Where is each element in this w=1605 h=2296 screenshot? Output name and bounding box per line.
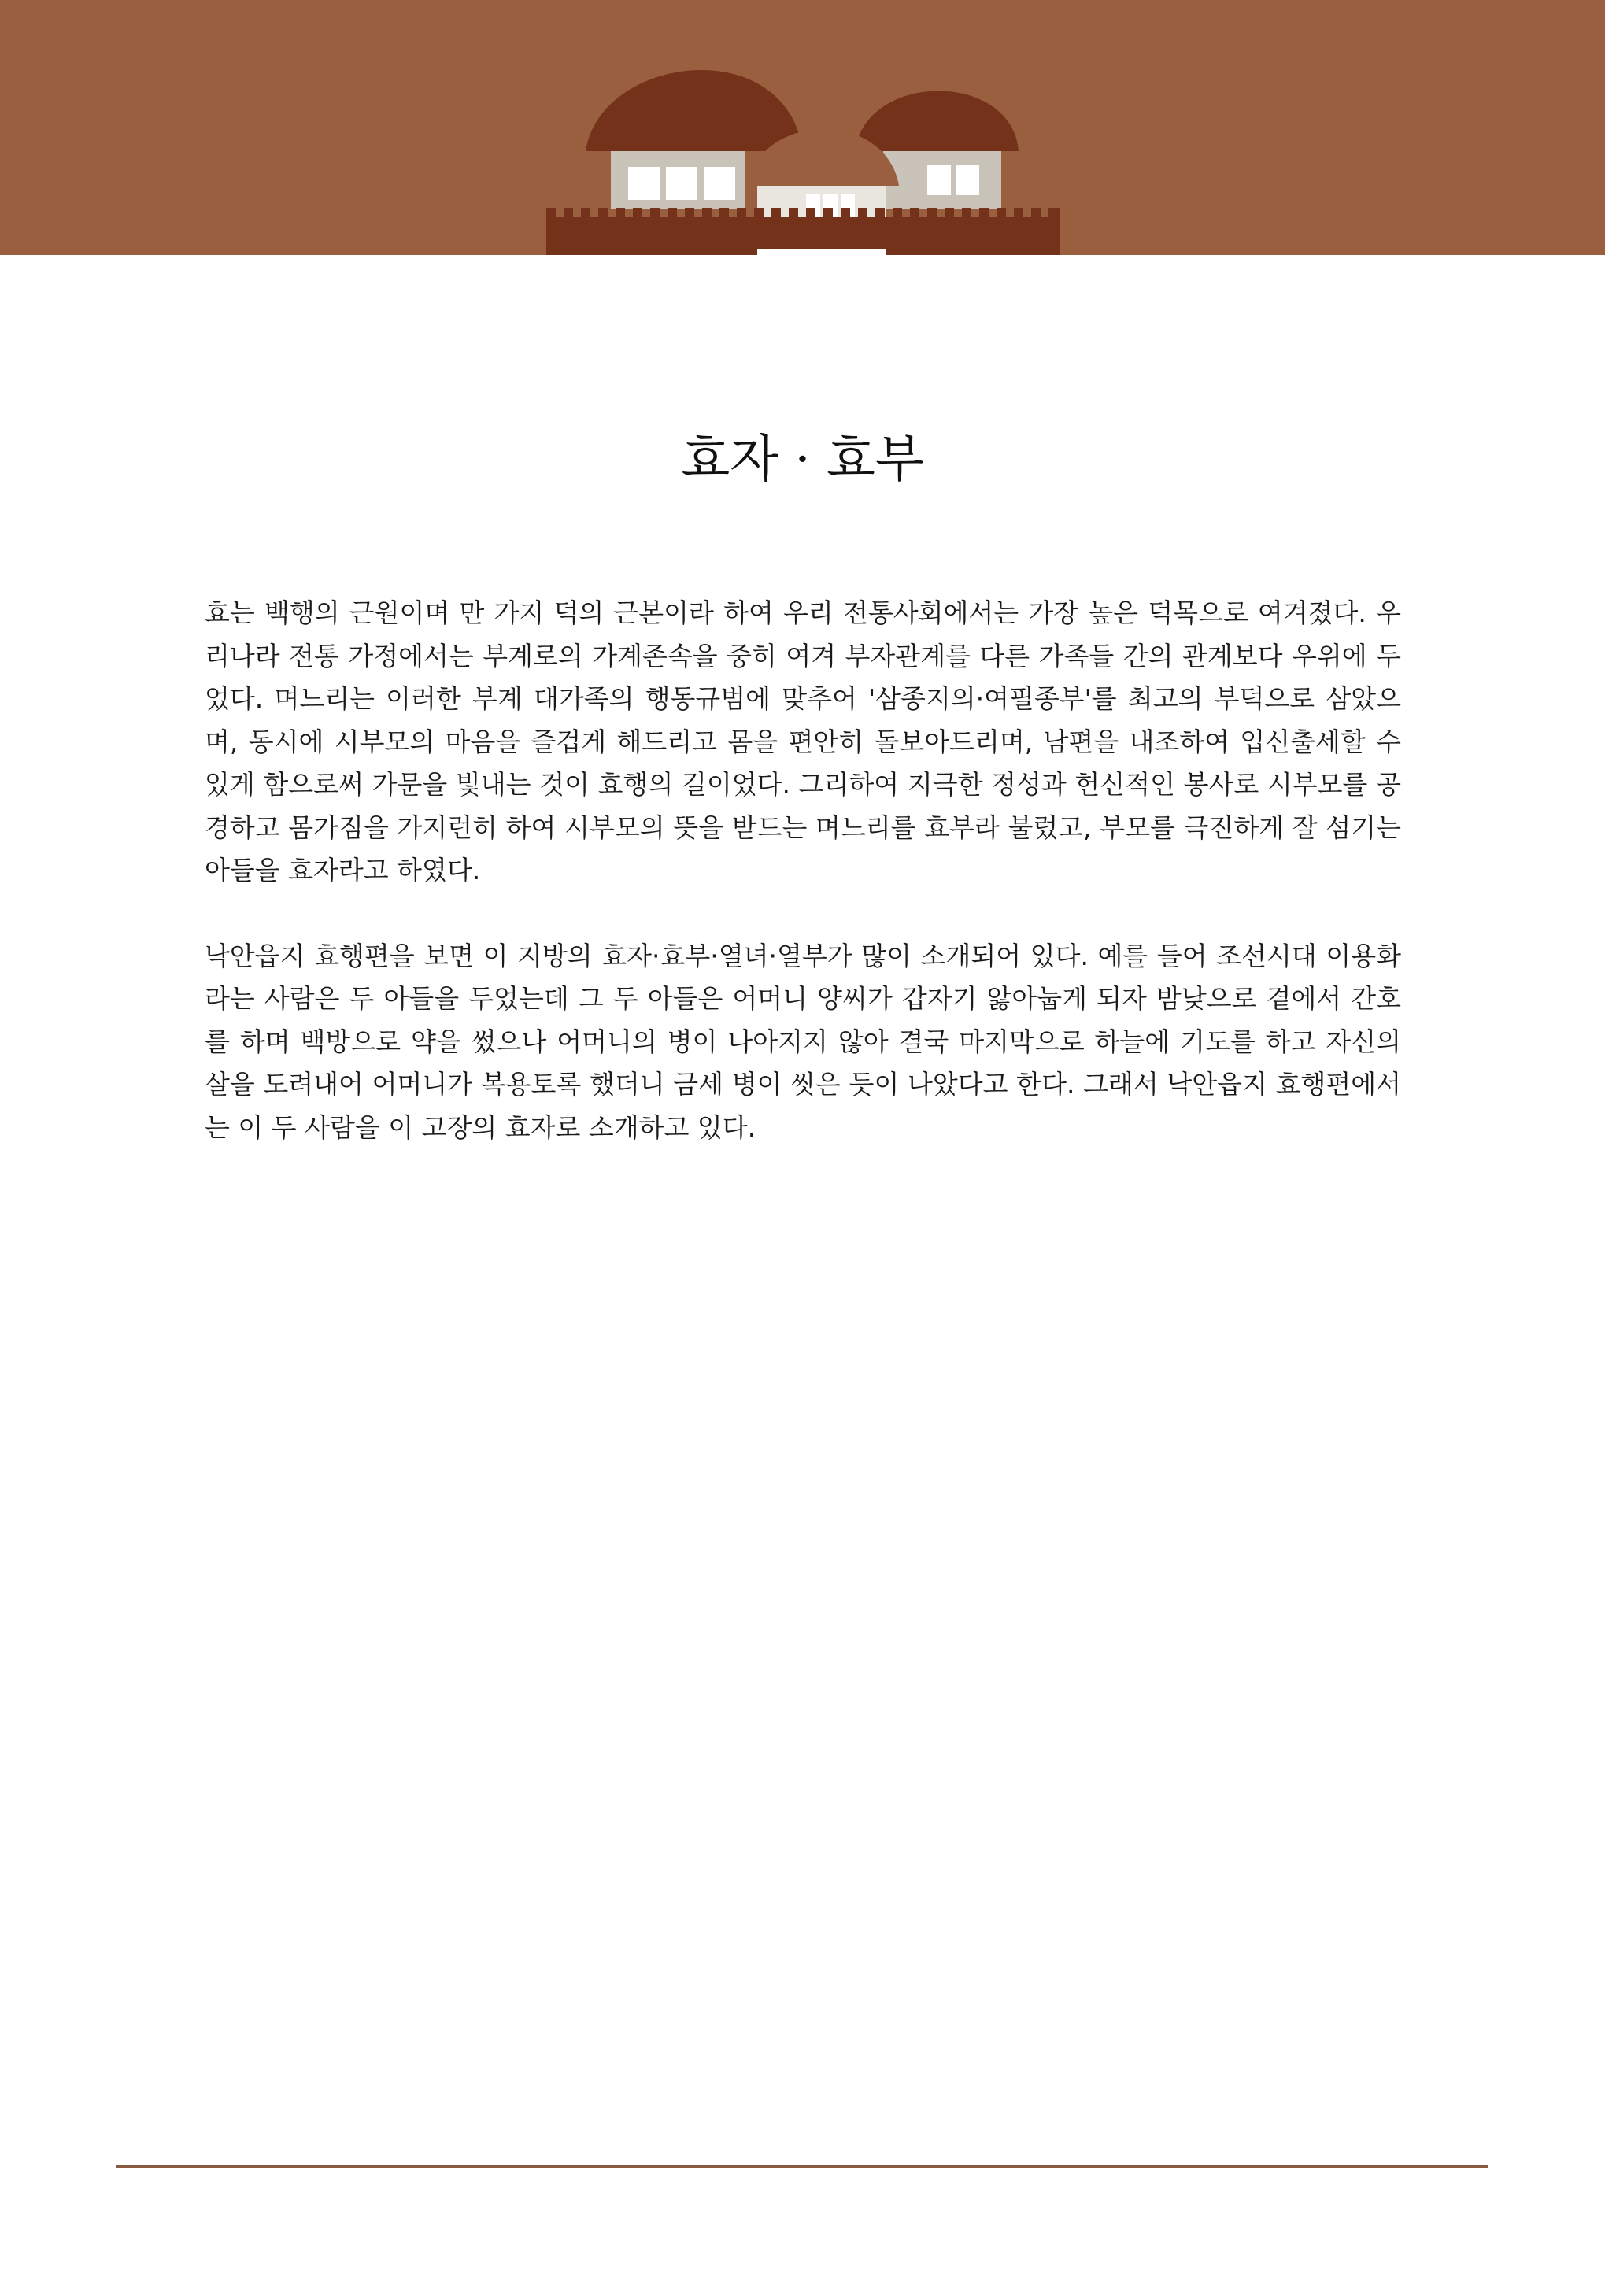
footer-divider <box>116 2165 1488 2168</box>
page-title: 효자 · 효부 <box>681 431 924 489</box>
paragraph-2: 낙안읍지 효행편을 보면 이 지방의 효자·효부·열녀·열부가 많이 소개되어 있다. 예를 들어 조선시대 이용화라는 사람은 두 아들을 두었는데 그 두 아들은 어머니 양씨가 갑자기 앓아눕게 되자 밤낮으로 곁에서 간호를 하며 백방으로 약을 썼으나 어머니의 병이 나아지지 않아 결국 마지막으로 하늘에 기도를 하고 자신의 살을 도려내어 어머니가 복용토록 했더니 금세 병이 씻은 듯이 나았다고 한다. 그래서 낙안읍지 효행편에서는 이 두 사람을 이 고장의 효자로 소개하고 있다. <box>205 940 1401 1143</box>
body-text <box>205 592 1401 1192</box>
hanok-house-icon <box>0 0 1605 255</box>
header-band <box>0 0 1605 255</box>
paragraph-1: 효는 백행의 근원이며 만 가지 덕의 근본이라 하여 우리 전통사회에서는 가장 높은 덕목으로 여겨졌다. 우리나라 전통 가정에서는 부계로의 가계존속을 중히 여겨 부자관계를 다른 가족들 간의 관계보다 우위에 두었다. 며느리는 이러한 부계 대가족의 행동규범에 맞추어 '삼종지의·여필종부'를 최고의 부덕으로 삼았으며, 동시에 시부모의 마음을 즐겁게 해드리고 몸을 편안히 돌보아드리며, 남편을 내조하여 입신출세할 수 있게 함으로써 가문을 빛내는 것이 효행의 길이었다. 그리하여 지극한 정성과 헌신적인 봉사로 시부모를 공경하고 몸가짐을 가지런히 하여 시부모의 뜻을 받드는 며느리를 효부라 불렀고, 부모를 극진하게 잘 섬기는 아들을 효자라고 하였다. <box>205 597 1401 885</box>
